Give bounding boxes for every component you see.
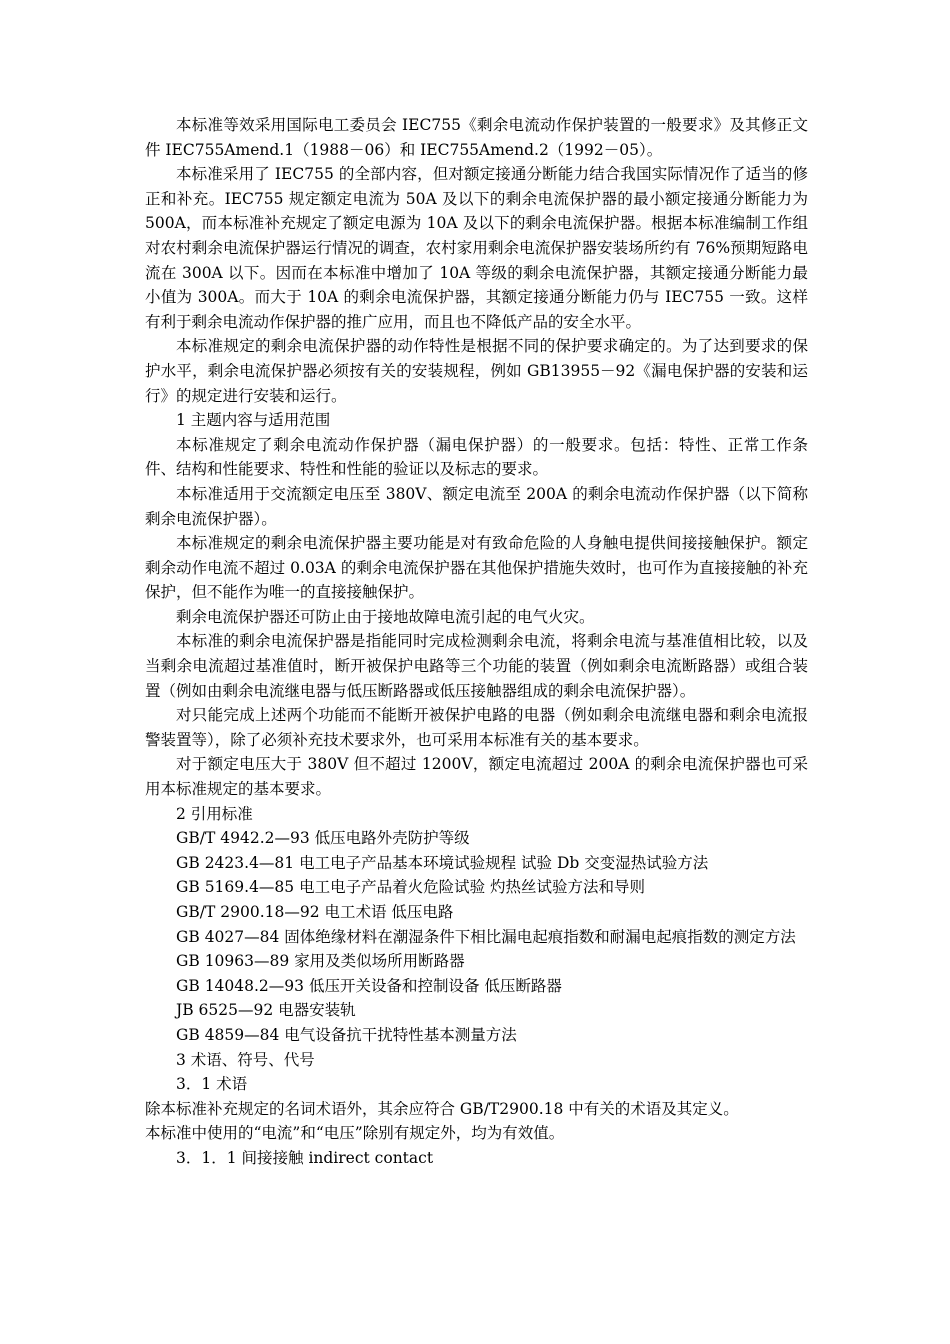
paragraph: 本标准等效采用国际电工委员会 IEC755《剩余电流动作保护装置的一般要求》及其修正文件 IEC755Amend.1（1988－06）和 IEC755Amend.2（1992－05）。 <box>145 116 808 159</box>
reference-item: GB 4027—84 固体绝缘材料在潮湿条件下相比漏电起痕指数和耐漏电起痕指数的测定方法 <box>176 927 796 946</box>
paragraph: 剩余电流保护器还可防止由于接地故障电流引起的电气火灾。 <box>176 607 595 626</box>
paragraph: 对于额定电压大于 380V 但不超过 1200V，额定电流超过 200A 的剩余电流保护器也可采用本标准规定的基本要求。 <box>145 755 808 799</box>
reference-item: GB 5169.4—85 电工电子产品着火危险试验 灼热丝试验方法和导则 <box>176 878 646 897</box>
reference-item: GB 14048.2—93 低压开关设备和控制设备 低压断路器 <box>176 976 562 995</box>
reference-item: GB/T 2900.18—92 电工术语 低压电路 <box>176 903 454 921</box>
paragraph: 本标准规定的剩余电流保护器主要功能是对有致命危险的人身触电提供间接接触保护。额定剩余动作电流不超过 0.03A 的剩余电流保护器在其他保护措施失效时，也可作为直接接触的补充保护，但不能作为唯一的直接接触保护。 <box>145 534 808 602</box>
paragraph: 本标准的剩余电流保护器是指能同时完成检测剩余电流，将剩余电流与基准值相比较，以及当剩余电流超过基准值时，断开被保护电路等三个功能的装置（例如剩余电流断路器）或组合装置（例如由剩余电流继电器与低压断路器或低压接触器组成的剩余电流保护器）。 <box>145 632 808 700</box>
paragraph: 除本标准补充规定的名词术语外，其余应符合 GB/T2900.18 中有关的术语及其定义。 <box>145 1099 739 1118</box>
paragraph: 本标准适用于交流额定电压至 380V、额定电流至 200A 的剩余电流动作保护器（以下简称剩余电流保护器）。 <box>145 484 808 528</box>
reference-item: GB 10963—89 家用及类似场所用断路器 <box>176 952 465 971</box>
section-heading: 1 主题内容与适用范围 <box>176 411 331 430</box>
reference-item: GB/T 4942.2—93 低压电路外壳防护等级 <box>176 829 470 848</box>
reference-item: GB 4859—84 电气设备抗干扰特性基本测量方法 <box>176 1025 517 1044</box>
document-page <box>145 113 808 1171</box>
paragraph: 本标准采用了 IEC755 的全部内容，但对额定接通分断能力结合我国实际情况作了适当的修正和补充。IEC755 规定额定电流为 50A 及以下的剩余电流保护器的最小额定接通分断能力为 500A，而本标准补充规定了额定电源为 10A 及以下的剩余电流保护器。根据本标准编制工作组对农村剩余电流保护器运行情况的调查，农村家用剩余电流保护器安装场所约有 76%预期短路电流在 300A 以下。因而在本标准中增加了 10A 等级的剩余电流保护器，其额定接通分断能力最小值为 300A。而大于 10A 的剩余电流保护器，其额定接通分断能力仍与 IEC755 一致。这样有利于剩余电流动作保护器的推广应用，而且也不降低产品的安全水平。 <box>145 165 808 331</box>
section-heading: 2 引用标准 <box>176 804 253 823</box>
paragraph: 本标准中使用的“电流”和“电压”除别有规定外，均为有效值。 <box>145 1124 565 1143</box>
subsection-heading: 3．1 术语 <box>176 1075 248 1094</box>
reference-item: GB 2423.4—81 电工电子产品基本环境试验规程 试验 Db 交变湿热试验方法 <box>176 853 709 872</box>
subsection-heading: 3．1．1 间接接触 indirect contact <box>176 1148 434 1167</box>
paragraph: 对只能完成上述两个功能而不能断开被保护电路的电器（例如剩余电流继电器和剩余电流报警装置等），除了必须补充技术要求外，也可采用本标准有关的基本要求。 <box>145 706 808 749</box>
paragraph: 本标准规定了剩余电流动作保护器（漏电保护器）的一般要求。包括：特性、正常工作条件、结构和性能要求、特性和性能的验证以及标志的要求。 <box>145 435 808 479</box>
reference-item: JB 6525—92 电器安装轨 <box>176 1001 356 1020</box>
paragraph: 本标准规定的剩余电流保护器的动作特性是根据不同的保护要求确定的。为了达到要求的保护水平，剩余电流保护器必须按有关的安装规程，例如 GB13955－92《漏电保护器的安装和运行》的规定进行安装和运行。 <box>145 337 808 405</box>
section-heading: 3 术语、符号、代号 <box>176 1050 315 1069</box>
